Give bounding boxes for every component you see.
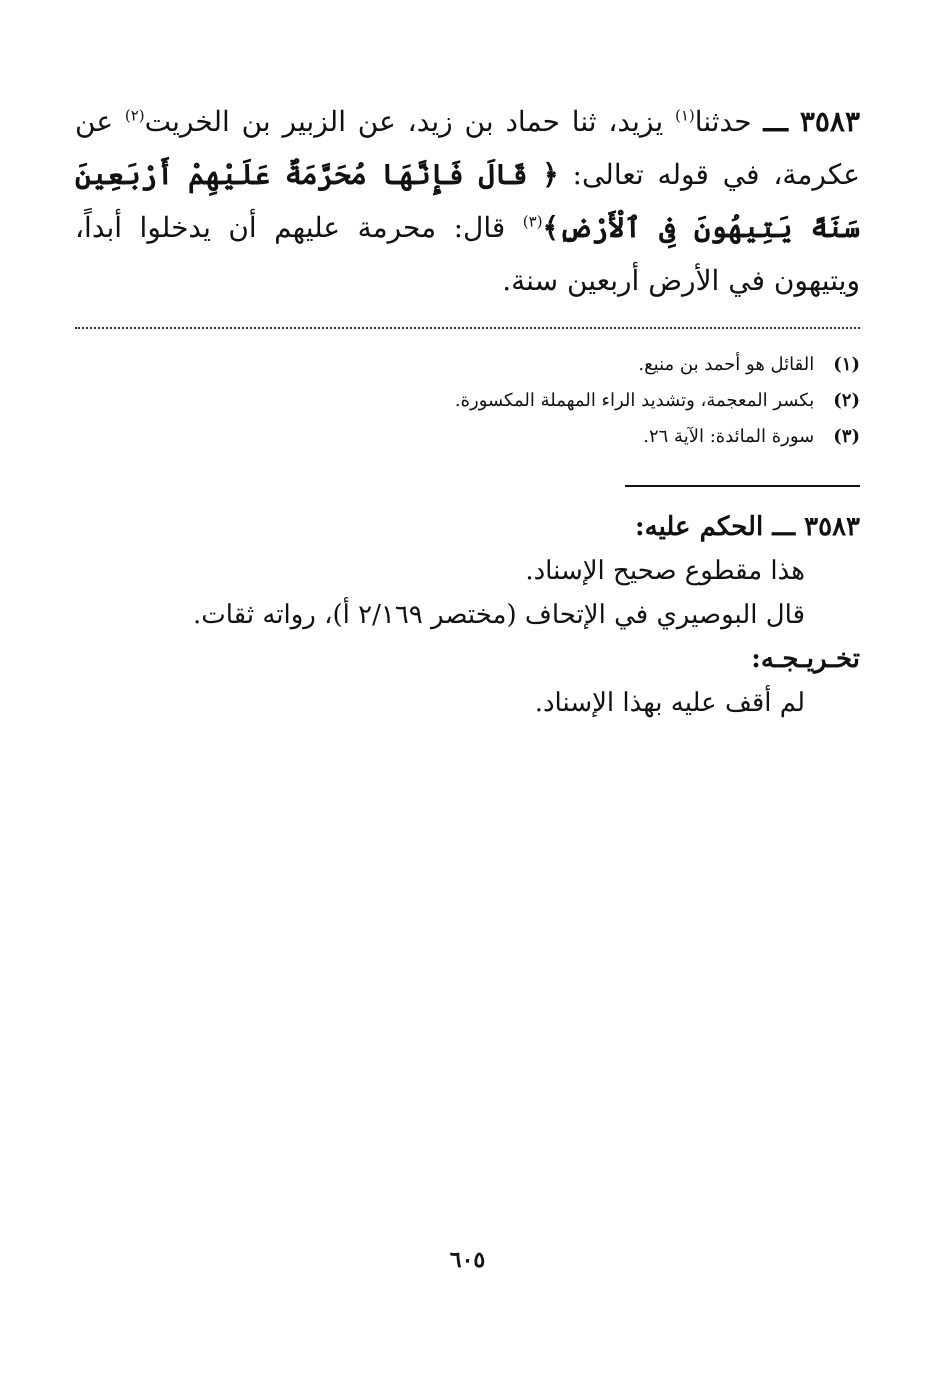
hadith-part-2: يزيد، ثنا حماد بن زيد، عن الزبير بن الخريت <box>144 105 664 138</box>
footnote-text: سورة المائدة: الآية ٢٦. <box>643 426 815 447</box>
quran-verse: ﴿ قَالَ فَإِنَّهَا مُحَرَّمَةٌ عَلَيْهِمْ أَرْبَعِينَ سَنَةً يَتِيهُونَ فِى ٱلْأَرْضِ﴾ <box>75 158 860 244</box>
footnote-item <box>75 419 860 455</box>
hadith-part-1: حدثنا <box>694 105 752 138</box>
section-divider <box>625 485 860 487</box>
footnote-text: بكسر المعجمة، وتشديد الراء المهملة المكسورة. <box>454 390 815 411</box>
footnote-text: القائل هو أحمد بن منيع. <box>638 354 815 375</box>
ruling-section <box>75 505 860 725</box>
footnote-item <box>75 347 860 383</box>
footnote-ref-3: (٣) <box>522 212 543 231</box>
footnote-number: (٢) <box>833 390 860 411</box>
footnote-ref-1: (١) <box>675 106 695 125</box>
hadith-text <box>75 95 860 307</box>
footnote-number: (٣) <box>833 426 860 447</box>
ruling-line-2: قال البوصيري في الإتحاف (مختصر ٢/١٦٩ أ)، رواته ثقات. <box>193 600 805 630</box>
footnote-separator <box>75 313 860 329</box>
footnote-ref-2: (٢) <box>124 106 145 125</box>
footnotes <box>75 347 860 455</box>
takhrij-line-1: لم أقف عليه بهذا الإسناد. <box>534 688 805 718</box>
takhrij-heading: تخـريـجـه: <box>751 644 860 674</box>
hadith-number: ٣٥٨٣ <box>799 105 860 138</box>
hadith-dash: ـــ <box>763 105 788 138</box>
footnote-number: (١) <box>833 354 860 375</box>
page-number: ٦٠٥ <box>449 1247 486 1273</box>
footnote-item <box>75 383 860 419</box>
ruling-line-1: هذا مقطوع صحيح الإسناد. <box>525 556 805 586</box>
hadith-part-4: قال: محرمة عليهم أن يدخلوا أبداً، ويتيهون في الأرض أربعين سنة. <box>75 211 860 297</box>
ruling-heading: ٣٥٨٣ ـــ الحكم عليه: <box>635 512 860 542</box>
hadith-part-3: عن عكرمة، في قوله تعالى: <box>75 105 860 191</box>
